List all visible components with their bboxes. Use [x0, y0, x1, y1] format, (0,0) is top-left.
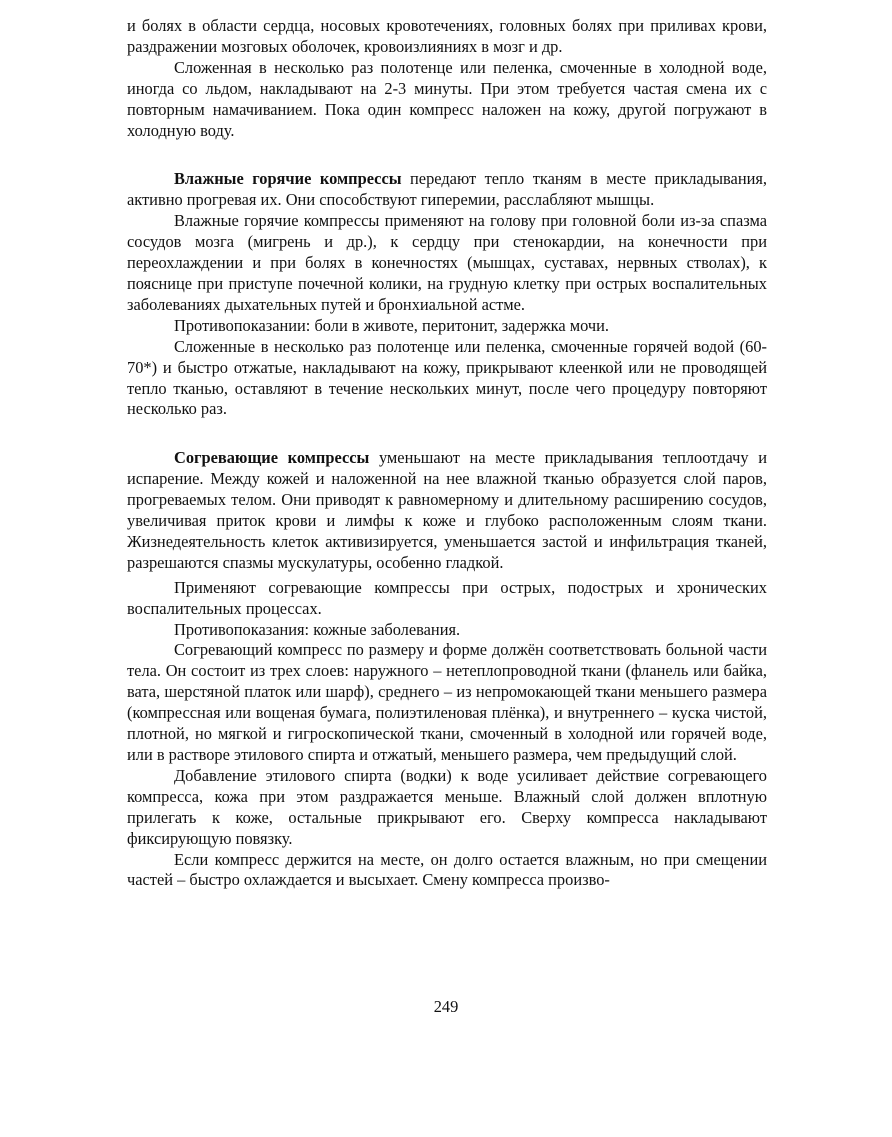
paragraph-continuation [127, 16, 767, 58]
paragraph-hot-compress-method [127, 337, 767, 421]
term-hot-compresses: Влажные горячие компрессы [174, 169, 402, 189]
section-gap [127, 141, 767, 169]
paragraph-warming-compress-definition [127, 448, 767, 573]
paragraph-text: уменьшают на месте прикладывания теплоотдачу и испарение. Между кожей и наложенной на нее влажной тканью образуется слой паров, прогреваемых телом. Они приводят к равномерному и длительному расширению сосудов, увеличивая приток крови и лимфы к коже и глубоко расположенным слоям ткани. Жизнедеятельность клеток активизируется, уменьшается застой и инфильтрация тканей, разрешаются спазмы мускулатуры, особенно гладкой. [127, 448, 767, 572]
paragraph-hot-compress-contraindications [127, 316, 767, 337]
paragraph-warming-compress-structure [127, 640, 767, 765]
paragraph-warming-compress-indications [127, 578, 767, 620]
page-number: 249 [433, 997, 459, 1016]
paragraph-text: Сложенная в несколько раз полотенце или пеленка, смоченные в холодной воде, иногда со льдом, накладывают на 2-3 минуты. При этом требуется частая смена их с повторным намачиванием. Пока один компресс наложен на кожу, другой погружают в холодную воду. [127, 57, 767, 140]
term-warming-compresses: Согревающие компрессы [174, 448, 370, 468]
paragraph-text: Противопоказания: кожные заболевания. [174, 619, 461, 639]
paragraph-warming-compress-alcohol [127, 766, 767, 850]
paragraph-text: Применяют согревающие компрессы при острых, подострых и хронических воспалительных процессах. [127, 577, 767, 618]
paragraph-text: Добавление этилового спирта (водки) к воде усиливает действие согревающего компресса, кожа при этом раздражается меньше. Влажный слой должен вплотную прилегать к коже, остальные прикрывают его. Сверху компресса накладывают фиксирующую повязку. [127, 765, 767, 848]
paragraph-cold-compress-method [127, 58, 767, 142]
paragraph-text: Согревающий компресс по размеру и форме должён соответствовать больной части тела. Он состоит из трех слоев: наружного – нетеплопроводной ткани (фланель или байка, вата, шерстяной платок или шарф), среднего – из непромокающей ткани меньшего размера (компрессная или вощеная бумага, полиэтиленовая плёнка), и внутреннего – куска чистой, плотной, но мягкой и гигроскопической ткани, смоченный в холодной или горячей воде, или в растворе этилового спирта и отжатый, меньшего размера, чем предыдущий слой. [127, 640, 767, 764]
paragraph-text: передают тепло тканям в месте прикладывания, активно прогревая их. Они способствуют гиперемии, расслабляют мышцы. [127, 169, 767, 210]
document-page [127, 16, 767, 891]
paragraph-text: Влажные горячие компрессы применяют на голову при головной боли из-за спазма сосудов мозга (мигрень и др.), к сердцу при стенокардии, на конечности при переохлаждении и при болях в конечностях (мышцах, суставах, нервных стволах), к пояснице при приступе почечной колики, на грудную клетку при острых воспалительных заболеваниях дыхательных путей и бронхиальной астме. [127, 211, 767, 314]
paragraph-text: и болях в области сердца, носовых кровотечениях, головных болях при приливах крови, раздражении мозговых оболочек, кровоизлияниях в мозг и др. [127, 16, 767, 56]
paragraph-text: Противопоказании: боли в животе, перитонит, задержка мочи. [174, 315, 610, 335]
paragraph-warming-compress-replacement [127, 850, 767, 892]
paragraph-hot-compress-indications [127, 211, 767, 316]
paragraph-text: Если компресс держится на месте, он долго остается влажным, но при смещении частей – быстро охлаждается и высыхает. Смену компресса произво- [127, 849, 767, 890]
paragraph-text: Сложенные в несколько раз полотенце или пеленка, смоченные горячей водой (60-70*) и быстро отжатые, накладывают на кожу, прикрывают клеенкой или не проводящей тепло тканью, оставляют в течение нескольких минут, после чего процедуру повторяют несколько раз. [127, 336, 767, 419]
paragraph-warming-compress-contraindications [127, 620, 767, 641]
section-gap [127, 420, 767, 448]
paragraph-hot-compress-definition [127, 169, 767, 211]
